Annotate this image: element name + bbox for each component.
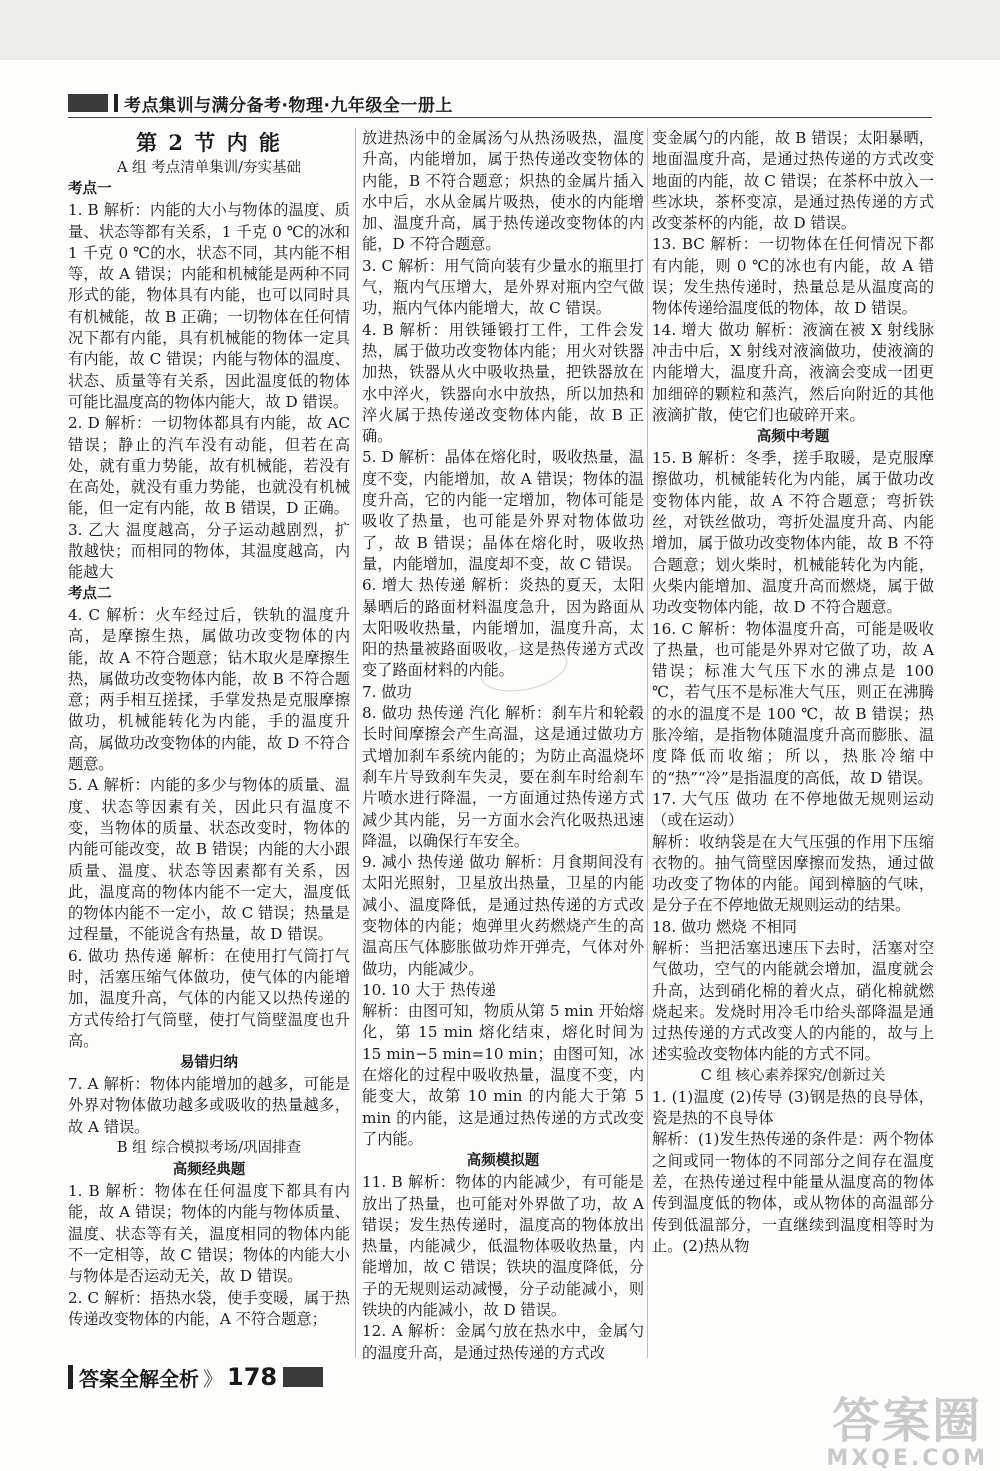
- answer-item: 解析：收纳袋是在大气压强的作用下压缩衣物的。抽气筒壁因摩擦而发热，通过做功改变了物体的内能。闻到樟脑的气味，是分子在不停地做无规则运动的结果。: [652, 832, 934, 915]
- column-2: [362, 128, 644, 1364]
- watermark: [826, 1395, 988, 1471]
- top-margin-band: [0, 0, 1000, 60]
- answer-item: 变金属勺的内能，故 B 错误；太阳暴晒，地面温度升高，是通过热传递的方式改变地面的内能，故 C 错误；在茶杯中放入一些冰块，茶杯变凉，是通过热传递的方式改变茶杯的内能，故 D 错误。: [652, 129, 934, 233]
- running-header: [68, 92, 453, 114]
- answer-item: 15. B 解析：冬季，搓手取暖，是克服摩擦做功，机械能转化为内能，属于做功改变物体内能，故 A 不符合题意；弯折铁丝，对铁丝做功，弯折处温度升高、内能增加，属于做功改变物体内能，故 B 不符合题意；划火柴时，机械能转化为内能，火柴内能增加、温度升高而燃烧，属于做功改变物体内能，故 D 不符合题意。: [652, 449, 934, 617]
- footer-decor-bar: [68, 1365, 73, 1389]
- group-heading: B 组 综合模拟考场/巩固排查: [116, 1140, 302, 1157]
- column-3: [652, 128, 934, 1257]
- topic-label: 考点二: [68, 585, 112, 602]
- chevron-right-icon: 》: [203, 1366, 223, 1391]
- column-divider: [355, 128, 356, 1358]
- header-rule: [68, 117, 932, 118]
- group-heading: C 组 核心素养探究/创新过关: [700, 1067, 886, 1084]
- answer-item: 5. A 解析：内能的多少与物体的质量、温度、状态等因素有关，因此只有温度不变，当物体的质量、状态改变时，物体的内能可能改变，故 B 错误；内能的大小跟质量、温度、状态等因素都有关系，因此，温度高的物体内能不一定大，温度低的物体内能不一定小，故 C 错误；热量是过程量，不能说含有热量，故 D 错误。: [68, 776, 350, 944]
- group-heading: 易错归纳: [180, 1055, 238, 1072]
- answer-item: 9. 减小 热传递 做功 解析：月食期间没有太阳光照射，卫星放出热量，卫星的内能减小、温度降低，是通过热传递的方式改变物体的内能；炮弹里火药燃烧产生的高温高压气体膨胀做功炸开弹壳，气体对外做功，内能减少。: [362, 853, 644, 978]
- answer-item: 8. 做功 热传递 汽化 解析：刹车片和轮毂长时间摩擦会产生高温，这是通过做功方式增加刹车系统内能的；为防止高温烧坏刹车片导致刹车失灵，要在刹车时给刹车片喷水进行降温，一方面通过热传递方式减少其内能，另一方面水会汽化吸热迅速降温，以确保行车安全。: [362, 704, 644, 850]
- answer-item: 放进热汤中的金属汤勺从热汤吸热，温度升高，内能增加，属于热传递改变物体的内能，B 不符合题意；炽热的金属片插入水中后，水从金属片吸热，使水的内能增加、温度升高，属于热传递改变物体的内能，D 不符合题意。: [362, 129, 644, 254]
- answer-item: 2. C 解析：捂热水袋，使手变暖，属于热传递改变物体的内能，A 不符合题意；: [68, 1288, 350, 1328]
- column-divider: [647, 128, 648, 1358]
- header-decor-bar: [114, 94, 118, 112]
- answer-item: 16. C 解析：物体温度升高，可能是吸收了热量，也可能是外界对它做了功，故 A 错误；标准大气压下水的沸点是 100 ℃，若气压不是标准大气压，则正在沸腾的水的温度不是 100 ℃，故 B 错误；热胀冷缩，是指物体随温度升高而膨胀、温度降低而收缩；所以，热胀冷缩中的“热”“冷”是指温度的高低，故 D 错误。: [652, 619, 934, 787]
- answer-item: 1. (1)温度 (2)传导 (3)钢是热的良导体，瓷是热的不良导体: [652, 1087, 934, 1128]
- page-number: 178: [227, 1363, 278, 1391]
- footer: [68, 1363, 323, 1391]
- footer-label: 答案全解全析: [79, 1366, 199, 1391]
- group-heading: 高频中考题: [756, 429, 830, 446]
- answer-item: 14. 增大 做功 解析：液滴在被 X 射线脉冲击中后，X 射线对液滴做功，使液滴的内能增大，温度升高，液滴会变成一团更加细碎的颗粒和蒸汽，然后向附近的其他液滴扩散，使它们也破碎开来。: [652, 320, 934, 424]
- footer-decor-block: [283, 1367, 323, 1387]
- header-decor-block: [68, 94, 108, 112]
- answer-item: 3. C 解析：用气筒向装有少量水的瓶里打气，瓶内气压增大，是外界对瓶内空气做功，瓶内气体内能增大，故 C 错误。: [362, 256, 644, 318]
- group-heading: A 组 考点清单集训/夯实基础: [116, 160, 302, 176]
- group-heading: 高频模拟题: [466, 1153, 540, 1170]
- topic-label: 考点一: [68, 181, 112, 197]
- answer-item: 4. B 解析：用铁锤锻打工件，工件会发热，属于做功改变物体内能；用火对铁器加热，铁器从火中吸收热量，把铁器放在水中淬火，铁器向水中放热，所以加热和淬火属于热传递改变物体内能，故 B 正确。: [362, 320, 644, 446]
- answer-item: 13. BC 解析：一切物体在任何情况下都有内能，则 0 ℃的冰也有内能，故 A 错误；发生热传递时，热量总是从温度高的物体传递给温度低的物体，故 D 错误。: [652, 235, 934, 318]
- section-title: 第 2 节 内 能: [136, 130, 282, 155]
- answer-item: 6. 增大 热传递 解析：炎热的夏天，太阳暴晒后的路面材料温度急升，因为路面从太阳吸收热量，内能增加，温度升高，太阳的热量被路面吸收，这是热传递方式改变了路面材料的内能。: [362, 576, 644, 680]
- answer-item: 17. 大气压 做功 在不停地做无规则运动（或在运动）: [652, 789, 934, 830]
- answer-item: 11. B 解析：物体的内能减少，有可能是放出了热量，也可能对外界做了功，故 A 错误；发生热传递时，温度高的物体放出热量，内能减少，低温物体吸收热量，内能增加，故 C 错误；铁块的温度降低，分子的无规则运动减慢，分子动能减小，则铁块的内能减小，故 D 错误。: [362, 1173, 644, 1320]
- answer-item: 12. A 解析：金属勺放在热水中，金属勺的温度升高，是通过热传递的方式改: [362, 1322, 644, 1362]
- answer-item: 1. B 解析：内能的大小与物体的温度、质量、状态等都有关系，1 千克 0 ℃的冰和 1 千克 0 ℃的水，状态不同，其内能不相等，故 A 错误；内能和机械能是两种不同形式的能，物体具有内能，也可以同时具有机械能，故 B 正确；一切物体在任何情况下都有内能，具有机械能的物体一定具有内能，故 C 错误；内能与物体的温度、状态、质量等有关系，因此温度低的物体可能比温度高的物体内能大，故 D 错误。: [68, 201, 350, 411]
- group-heading: 高频经典题: [172, 1162, 246, 1179]
- watermark-url: MXQE.COM: [826, 1446, 988, 1471]
- answer-item: 5. D 解析：晶体在熔化时，吸收热量，温度不变，内能增加，故 A 错误；物体的温度升高，它的内能一定增加，物体可能是吸收了热量，也可能是外界对物体做功了，故 B 错误；晶体在熔化时，吸收热量，内能增加，温度却不变，故 C 错误。: [362, 448, 644, 573]
- column-1: [68, 128, 350, 1330]
- answer-item: 解析：当把活塞迅速压下去时，活塞对空气做功，空气的内能就会增加，温度就会升高，达到硝化棉的着火点，硝化棉就燃烧起来。发烧时用冷毛巾给头部降温是通过热传递的方式改变人的内能的，故与上述实验改变物体内能的方式不同。: [652, 938, 934, 1064]
- answer-item: 4. C 解析：火车经过后，铁轨的温度升高，是摩擦生热，属做功改变物体的内能，故 A 不符合题意；钻木取火是摩擦生热，属做功改变物体内能，故 B 不符合题意；两手相互搓揉，手掌发热是克服摩擦做功，机械能转化为内能，手的温度升高，属做功改变物体的内能，故 D 不符合题意。: [68, 605, 350, 774]
- watermark-text: 答案圈: [832, 1393, 983, 1449]
- answer-item: 18. 做功 燃烧 不相同: [652, 917, 797, 936]
- answer-item: 解析：由图可知，物质从第 5 min 开始熔化，第 15 min 熔化结束，熔化时间为 15 min−5 min=10 min；由图可知，冰在熔化的过程中吸收热量，温度不变，内能变大，故第 10 min 的内能大于第 5 min 的内能，这是通过热传递的方式改变了内能。: [362, 1002, 644, 1148]
- answer-item: 6. 做功 热传递 解析：在使用打气筒打气时，活塞压缩气体做功，使气体的内能增加，温度升高，气体的内能又以热传递的方式传给打气筒壁，使打气筒壁温度也升高。: [68, 946, 350, 1050]
- answer-item: 3. 乙大 温度越高，分子运动越剧烈，扩散越快；而相同的物体，其温度越高，内能越大: [68, 520, 350, 582]
- answer-item: 解析：(1)发生热传递的条件是：两个物体之间或同一物体的不同部分之间存在温度差，在热传递过程中能量从温度高的物体传到温度低的物体，或从物体的高温部分传到低温部分，一直继续到温度相等时为止。(2)热从物: [652, 1130, 934, 1255]
- answer-item: 1. B 解析：物体在任何温度下都具有内能，故 A 错误；物体的内能与物体质量、温度、状态等有关，温度相同的物体内能不一定相等，故 C 错误；物体的内能大小与物体是否运动无关，故 D 错误。: [68, 1182, 350, 1286]
- answer-item: 2. D 解析：一切物体都具有内能，故 AC 错误；静止的汽车没有动能，但若在高处，就有重力势能，故有机械能，若没有在高处，就没有重力势能，也就没有机械能，但一定有内能，故 B 错误，D 正确。: [68, 414, 350, 518]
- answer-item: 10. 10 大于 热传递: [362, 980, 496, 999]
- answer-item: 7. A 解析：物体内能增加的越多，可能是外界对物体做功越多或吸收的热量越多，故 A 错误。: [68, 1075, 350, 1136]
- answer-item: 7. 做功: [362, 682, 412, 701]
- header-title: 考点集训与满分备考·物理·九年级全一册上: [124, 95, 453, 116]
